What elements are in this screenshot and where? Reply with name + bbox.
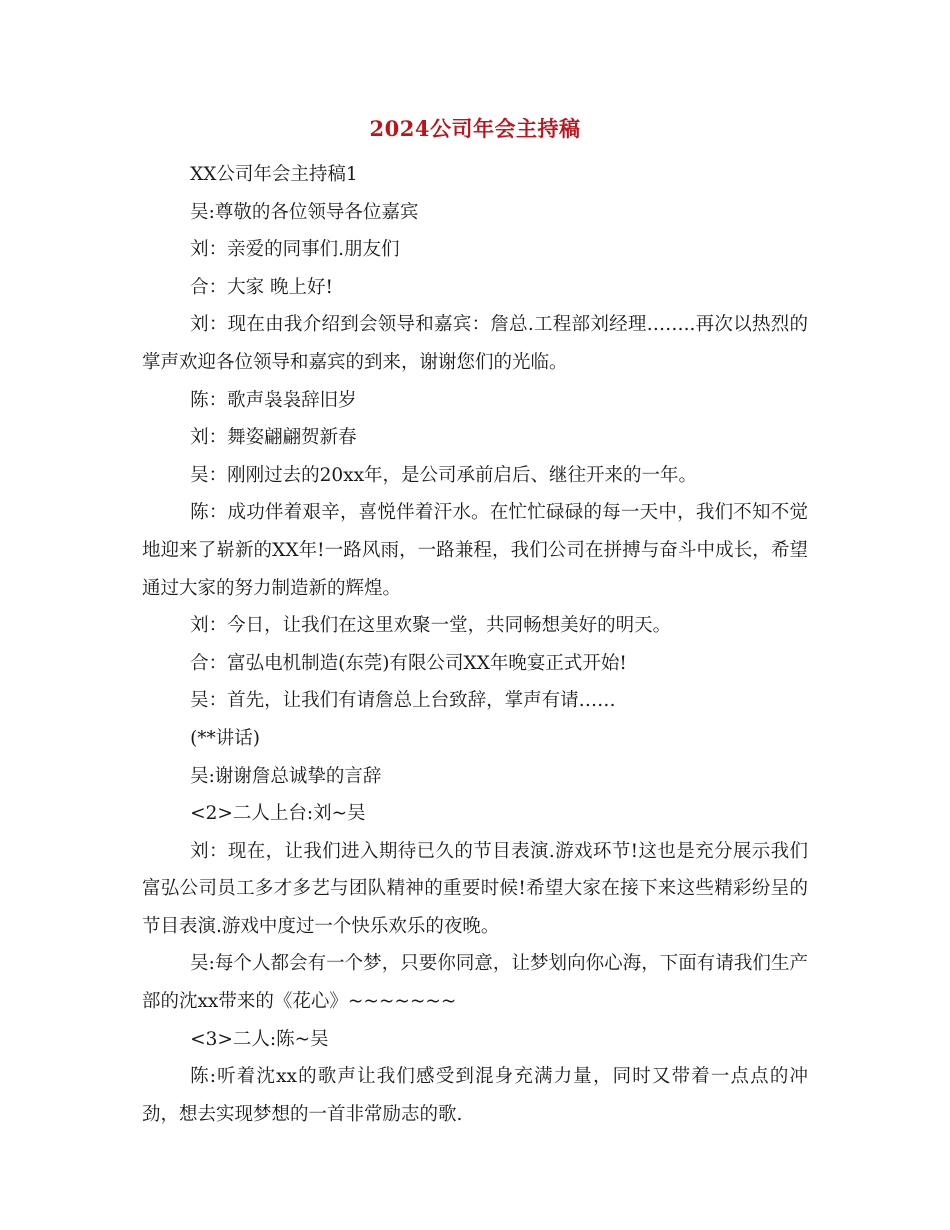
document-title: 2024公司年会主持稿 [369,116,581,141]
paragraph: 吴:谢谢詹总诚挚的言辞 [190,765,382,787]
paragraph: 吴：首先，让我们有请詹总上台致辞，掌声有请…… [190,690,616,712]
paragraph: 刘：舞姿翩翩贺新春 [190,427,357,449]
paragraph: 刘：今日，让我们在这里欢聚一堂，共同畅想美好的明天。 [190,615,672,637]
document-body [142,156,808,1133]
paragraph: 陈:听着沈xx的歌声让我们感受到混身充满力量，同时又带着一点点的冲劲，想去实现梦想的一首非常励志的歌. [142,1066,808,1125]
paragraph: <2>二人上台:刘~吴 [190,803,366,825]
paragraph: 合：大家 晚上好! [190,276,333,298]
paragraph: (**讲话) [190,727,261,749]
paragraph: 吴：刚刚过去的20xx年，是公司承前启后、继往开来的一年。 [190,464,698,486]
paragraph: 刘：现在由我介绍到会领导和嘉宾：詹总.工程部刘经理……..再次以热烈的掌声欢迎各位领导和嘉宾的到来，谢谢您们的光临。 [142,314,808,373]
paragraph: 陈：歌声袅袅辞旧岁 [190,389,357,411]
paragraph: 吴:尊敬的各位领导各位嘉宾 [190,201,419,223]
paragraph: 刘：亲爱的同事们.朋友们 [190,239,400,261]
paragraph: <3>二人:陈~吴 [190,1028,329,1050]
paragraph: XX公司年会主持稿1 [190,164,358,185]
paragraph: 陈：成功伴着艰辛，喜悦伴着汗水。在忙忙碌碌的每一天中，我们不知不觉地迎来了崭新的XX年!一路风雨，一路兼程，我们公司在拼搏与奋斗中成长，希望通过大家的努力制造新的辉煌。 [142,502,808,599]
paragraph: 刘：现在，让我们进入期待已久的节目表演.游戏环节!这也是充分展示我们富弘公司员工多才多艺与团队精神的重要时候!希望大家在接下来这些精彩纷呈的节目表演.游戏中度过一个快乐欢乐的夜晚。 [142,840,808,937]
paragraph: 合：富弘电机制造(东莞)有限公司XX年晚宴正式开始! [190,652,627,674]
paragraph: 吴:每个人都会有一个梦，只要你同意，让梦划向你心海，下面有请我们生产部的沈xx带来的《花心》~~~~~~~ [142,953,808,1013]
